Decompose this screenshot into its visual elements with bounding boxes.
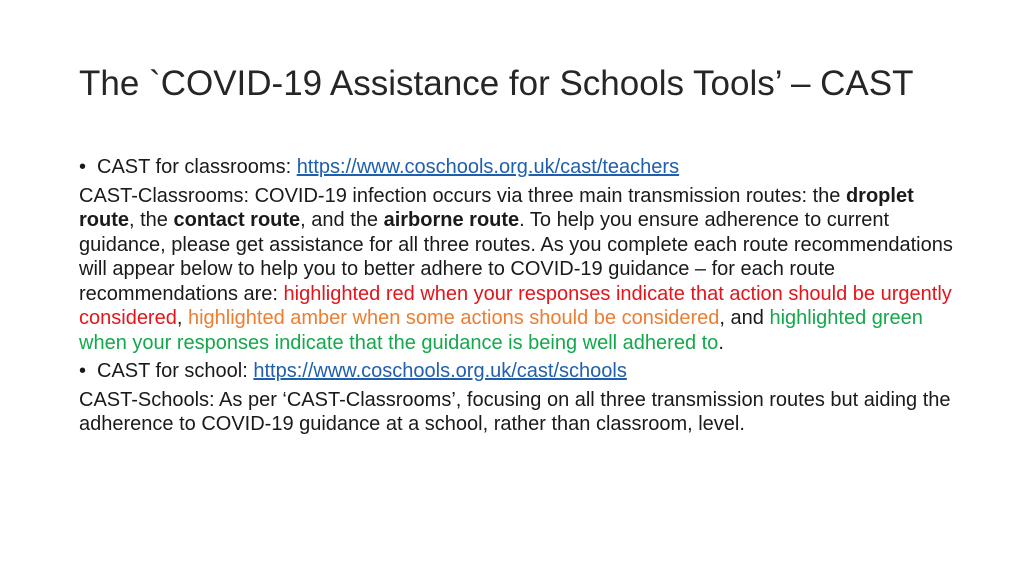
bullet-classrooms-text [97, 155, 679, 180]
slide-title [79, 62, 979, 106]
bullet-dot-icon: • [79, 156, 87, 178]
bullet-dot-icon: • [79, 360, 87, 382]
classrooms-intro: CAST-Classrooms: COVID-19 infection occurs via three main transmission routes: the [79, 184, 846, 207]
airborne-route: airborne route [383, 209, 520, 231]
classrooms-sep3: , [176, 307, 188, 329]
classrooms-description [79, 184, 959, 356]
schools-link[interactable]: https://www.coschools.org.uk/cast/schools [253, 360, 627, 382]
slide-title-main: The `COVID-19 Assistance for Schools Tools’ – [79, 64, 821, 103]
classrooms-sep4: , and [719, 307, 770, 329]
classrooms-sep1: , the [129, 209, 174, 231]
classrooms-end: . [718, 331, 724, 354]
slide-body [79, 155, 959, 441]
red-highlight-text: highlighted red when your responses indicate that action should be urgently considered [79, 282, 952, 329]
classrooms-mid: . To help you ensure adherence to current guidance, please get assistance for all three routes. As you complete each route recommendations will appear below to help you to better adhere to COVID-19 guidance – for each route recommendations are: [79, 209, 953, 305]
bullet-classrooms-label: CAST for classrooms: [97, 156, 297, 178]
classrooms-sep2: , and the [300, 209, 384, 231]
droplet-route: droplet route [79, 184, 914, 231]
bullet-schools-text [97, 359, 627, 384]
bullet-classrooms [79, 155, 959, 180]
bullet-schools [79, 359, 959, 384]
classrooms-link[interactable]: https://www.coschools.org.uk/cast/teachers [296, 156, 680, 178]
amber-highlight-text: highlighted amber when some actions should be considered [187, 307, 720, 329]
schools-description: CAST-Schools: As per ‘CAST-Classrooms’, focusing on all three transmission routes but aiding the adherence to COVID-19 guidance at a school, rather than classroom, level. [79, 388, 951, 435]
bullet-schools-label: CAST for school: [97, 360, 254, 382]
slide-title-abbr: CAST [820, 64, 914, 103]
contact-route: contact route [173, 209, 301, 231]
green-highlight-text: highlighted green when your responses indicate that the guidance is being well adhered to [79, 307, 923, 354]
